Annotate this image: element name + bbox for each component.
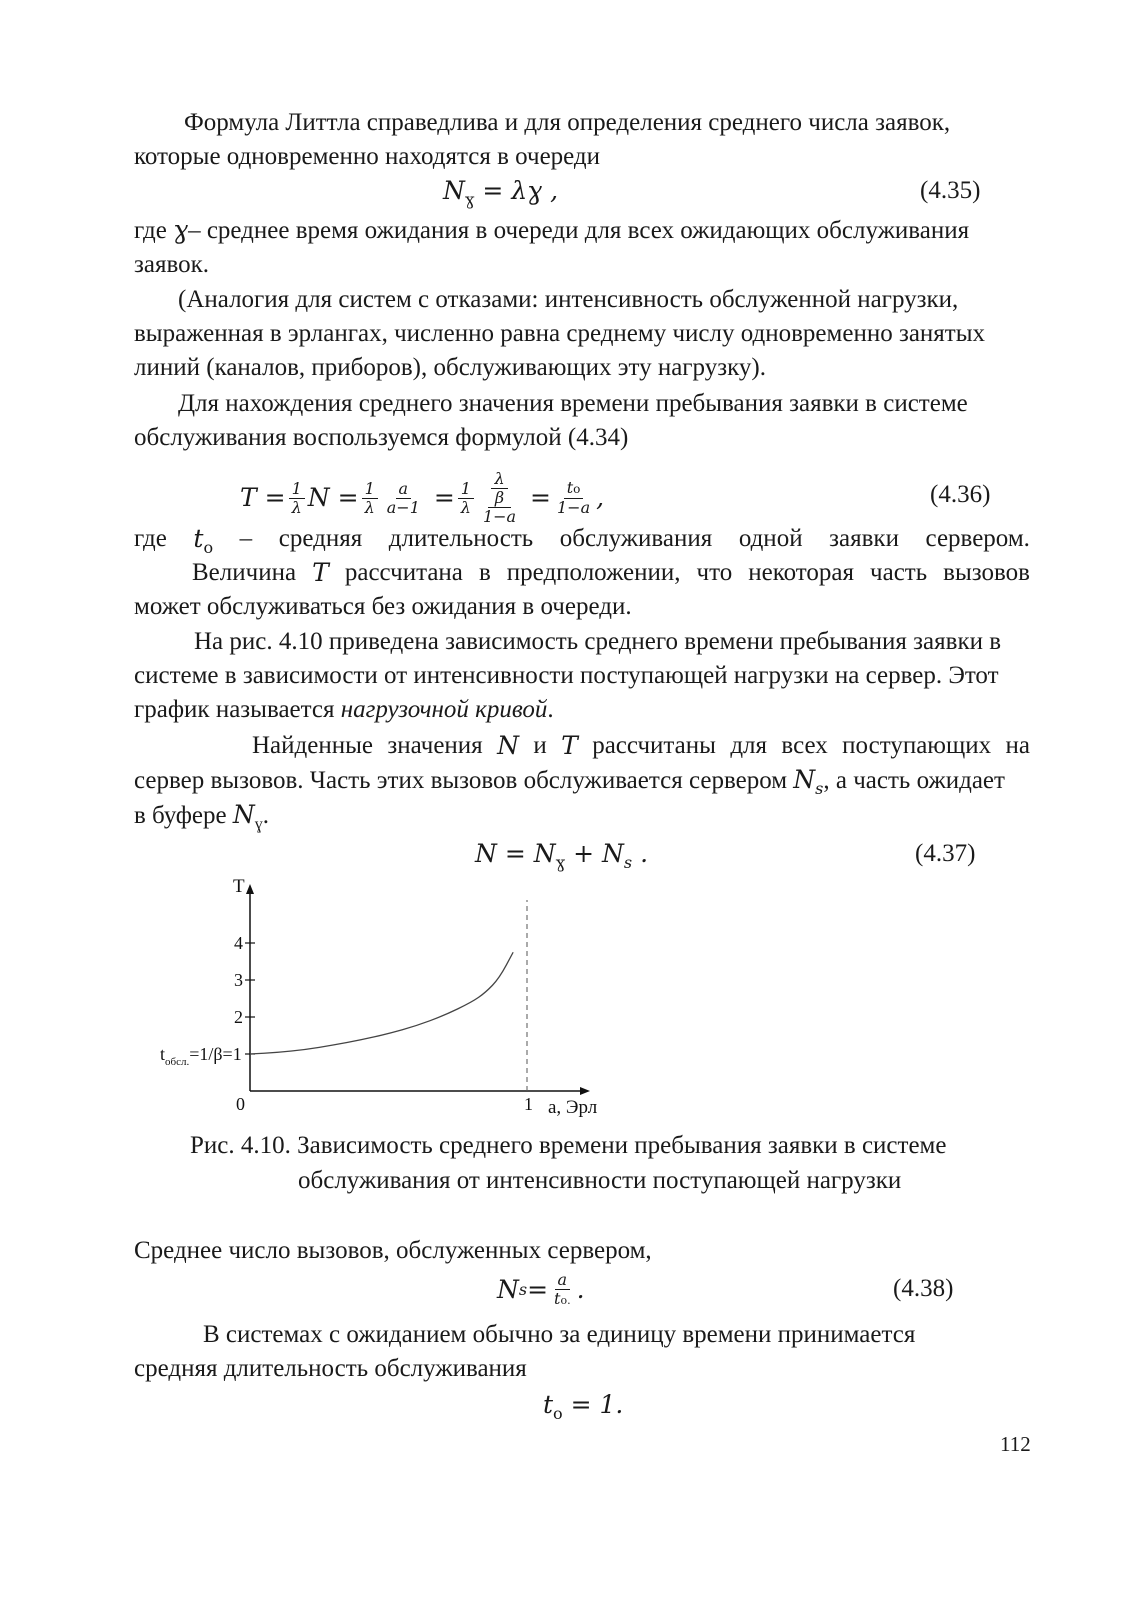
y-annotation-sub: обсл.: [165, 1056, 190, 1068]
eq438-eq: =: [527, 1275, 549, 1304]
para2-symbol: ɣ: [173, 215, 189, 244]
equation-number-4-36: (4.36): [930, 481, 991, 508]
eq438-num: a: [555, 1271, 571, 1290]
equation-number-4-37: (4.37): [915, 840, 976, 867]
p8-N-sub: ɣ: [254, 816, 263, 833]
eq437-end: .: [632, 839, 649, 868]
eq436-N: N: [307, 483, 330, 512]
eq438-den-t: t: [554, 1288, 561, 1308]
eq438-den: [551, 1290, 574, 1310]
eq437-sub1: ɣ: [555, 853, 566, 872]
p6-w6: некоторая: [748, 559, 854, 586]
frac-1-lambda: [289, 480, 305, 517]
frac-lambda-beta: [491, 470, 507, 507]
frac2-top: 1: [362, 480, 378, 499]
frac7-top: [564, 479, 584, 499]
eq436-T: T: [240, 483, 257, 512]
p5-w4: длительность: [388, 525, 534, 552]
load-curve-chart: [150, 872, 630, 1122]
p5-w3: средняя: [278, 525, 363, 552]
load-curve-line: [250, 952, 513, 1054]
y-annotation-t: t: [160, 1044, 166, 1064]
p7-l3-italic: нагрузочной кривой: [340, 696, 548, 723]
p7-l3-start: график называется: [134, 696, 341, 723]
figure-caption-line2: обслуживания от интенсивности поступающей нагрузки: [298, 1167, 902, 1194]
p5-w7: заявки: [829, 525, 899, 552]
para4-line2: обслуживания воспользуемся формулой (4.34): [134, 424, 629, 451]
frac7-bot: 1−a: [557, 498, 591, 517]
para2-line1: [134, 215, 969, 246]
p6-w7: часть: [870, 559, 928, 586]
equation-4-36: [240, 470, 604, 526]
para8-line3: [134, 800, 269, 840]
y-annotation-label: [160, 1044, 242, 1068]
p8-l2-start: сервер вызовов. Часть этих вызовов обслуживается сервером: [134, 767, 794, 794]
frac4-top: 1: [458, 480, 474, 499]
para6-line2: может обслуживаться без ожидания в очереди.: [134, 593, 632, 620]
para2-line2: заявок.: [134, 251, 209, 278]
p6-w3: в: [478, 559, 491, 586]
eq436-comma: ,: [596, 483, 605, 512]
p5-w6: одной: [738, 525, 803, 552]
p6-w8: вызовов: [943, 559, 1030, 586]
eq437-lhs: N = N: [475, 839, 556, 868]
frac-a-over-to: [551, 1271, 574, 1310]
para2-where: где: [134, 217, 167, 244]
frac5-top: [488, 470, 510, 508]
y-annotation-rest: =1/β=1: [189, 1044, 242, 1064]
para1-line1: Формула Литтла справедлива и для определения среднего числа заявок,: [184, 109, 951, 136]
p8-w8: поступающих: [842, 732, 992, 759]
p8-l2-end: , а часть ожидает: [823, 767, 1005, 794]
eqt-lhs: t: [543, 1390, 554, 1419]
eq437-sub2: s: [623, 853, 633, 872]
frac4-bot: λ: [460, 497, 471, 517]
eq436-eq2: =: [337, 483, 359, 512]
frac2-bot: λ: [364, 497, 375, 517]
equation-to-equals-1: [543, 1390, 623, 1429]
chart-axes: [246, 884, 590, 1095]
p8-w5: рассчитаны: [592, 732, 716, 759]
para1-line2: которые одновременно находятся в очереди: [134, 143, 601, 170]
y-axis-arrow-icon: [246, 884, 254, 894]
para7-line2: системе в зависимости от интенсивности поступающей нагрузки на сервер. Этот: [134, 662, 999, 689]
eq435-lhs: N: [443, 176, 465, 205]
frac7-t-sub: о: [573, 482, 581, 496]
para8-line2: [134, 765, 1005, 804]
eq437-plus: + N: [565, 839, 624, 868]
frac-1-lambda-2: [362, 480, 378, 517]
y-tick-label: 4: [234, 933, 243, 953]
p5-t-sub: о: [203, 538, 214, 557]
eq435-lhs-sub: ɣ: [464, 190, 475, 209]
p8-Ns: N: [793, 765, 816, 794]
figure-caption-line1: Рис. 4.10. Зависимость среднего времени пребывания заявки в системе: [190, 1132, 947, 1159]
y-tick-label: 3: [234, 970, 243, 990]
p5-w2: –: [239, 525, 253, 552]
p8-w0: Найденные: [252, 732, 373, 759]
para9-line1: Среднее число вызовов, обслуженных сервером,: [134, 1237, 652, 1264]
p7-l3-end: .: [547, 696, 554, 723]
frac-1-lambda-3: [458, 480, 474, 517]
p5-w0: где: [134, 525, 167, 552]
frac5-bot: 1−a: [482, 507, 517, 526]
equation-4-38: [497, 1268, 585, 1312]
frac-a-a-minus-1: [384, 480, 423, 517]
eq436-eq3: =: [433, 483, 455, 512]
p8-N: N: [232, 800, 255, 829]
x-axis-arrow-icon: [580, 1087, 590, 1095]
frac7-t: t: [566, 478, 574, 497]
equation-number-4-35: (4.35): [920, 177, 981, 204]
frac6-bot: β: [494, 488, 505, 507]
para3-line3: линий (каналов, приборов), обслуживающих эту нагрузку).: [134, 354, 766, 381]
eq438-end: .: [576, 1275, 585, 1304]
para3-line2: выраженная в эрлангах, численно равна среднему числу одновременно занятых: [134, 320, 986, 347]
frac-lambda-beta-over-1-minus-a: [480, 470, 519, 526]
p8-w1: значения: [387, 732, 483, 759]
y-tick-label: 2: [234, 1007, 243, 1027]
para3-line1: (Аналогия для систем с отказами: интенсивность обслуженной нагрузки,: [178, 286, 959, 313]
p8-l3-end: .: [262, 802, 269, 829]
equation-4-35: [443, 176, 558, 215]
equation-number-4-38: (4.38): [893, 1275, 954, 1302]
p8-w7: всех: [781, 732, 828, 759]
p8-w2: N: [497, 731, 519, 760]
origin-label: 0: [236, 1094, 245, 1114]
x-tick-label: 1: [524, 1094, 533, 1114]
frac3-bot: a−1: [386, 497, 420, 517]
x-axis-label: a, Эрл: [548, 1097, 598, 1118]
p5-w8: сервером.: [925, 525, 1030, 552]
eq438-lhs: N: [497, 1275, 519, 1304]
p6-w4: предположении,: [506, 559, 681, 586]
p8-w9: на: [1005, 732, 1030, 759]
p6-w5: что: [696, 559, 733, 586]
p6-w1: T: [312, 558, 329, 587]
frac3-top: a: [396, 480, 412, 499]
eq436-eq4: =: [530, 483, 551, 512]
para10-line1: В системах с ожиданием обычно за единицу времени принимается: [203, 1321, 916, 1348]
page-number: 112: [1000, 1432, 1031, 1456]
eq438-den-sub: о.: [560, 1293, 571, 1307]
p8-w6: для: [730, 732, 768, 759]
para8-line1: [252, 731, 1030, 761]
p6-w0: Величина: [192, 559, 297, 586]
p5-w5: обслуживания: [559, 525, 713, 552]
para4-line1: Для нахождения среднего значения времени пребывания заявки в системе: [178, 390, 968, 417]
frac1-bot: λ: [291, 497, 302, 517]
eqt-sub: о: [553, 1404, 563, 1423]
p8-l3-start: в буфере: [134, 802, 233, 829]
para6-line1: [192, 558, 1030, 588]
p8-w3: и: [533, 732, 547, 759]
eq438-lhs-sub: s: [518, 1280, 528, 1299]
eq436-eq1: =: [264, 483, 286, 512]
p8-w4: T: [561, 731, 578, 760]
p8-Ns-sub: s: [815, 779, 824, 798]
para10-line2: средняя длительность обслуживания: [134, 1355, 527, 1382]
para2-line1-rest: – среднее время ожидания в очереди для всех ожидающих обслуживания: [188, 217, 970, 244]
eqt-rhs: = 1.: [562, 1390, 624, 1419]
para7-line1: На рис. 4.10 приведена зависимость среднего времени пребывания заявки в: [194, 628, 1002, 655]
y-axis-label: T: [233, 876, 245, 897]
para7-line3: [134, 695, 554, 725]
frac1-top: 1: [289, 480, 305, 499]
frac6-top: λ: [491, 470, 507, 489]
eq435-rhs: = λɣ ,: [482, 176, 559, 205]
frac-to-over-1-minus-a: [554, 479, 593, 517]
p6-w2: рассчитана: [344, 559, 463, 586]
p5-w1: t: [193, 524, 204, 553]
